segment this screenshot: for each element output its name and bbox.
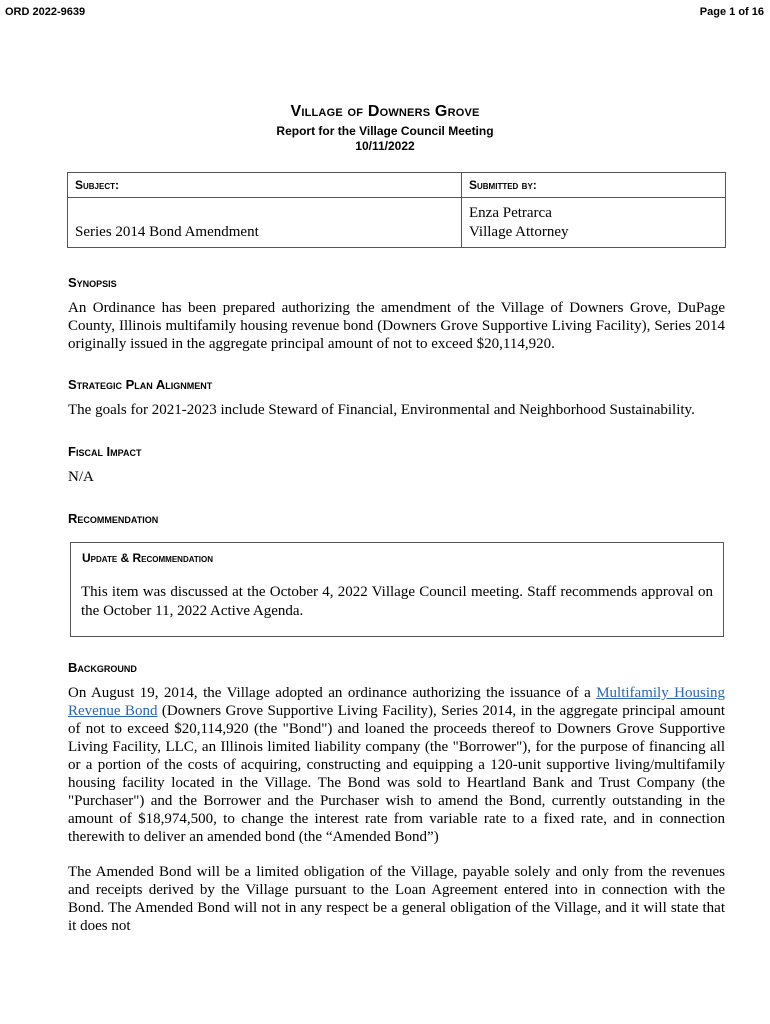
recommendation-box <box>70 542 724 637</box>
subject-table <box>67 172 726 248</box>
fiscal-text: N/A <box>68 469 94 485</box>
background-heading: Background <box>68 660 137 675</box>
update-recommendation-heading: Update & Recommendation <box>82 551 214 565</box>
submitter-title: Village Attorney <box>469 224 569 240</box>
synopsis-heading: Synopsis <box>68 275 117 290</box>
submitter-name: Enza Petrarca <box>469 205 552 221</box>
subject-label: Subject: <box>68 173 462 198</box>
multifamily-bond-link[interactable]: Multifamily Housing Revenue Bond <box>68 685 725 719</box>
subject-value <box>68 198 462 248</box>
ordinance-number: ORD 2022-9639 <box>5 6 86 18</box>
background-paragraph-1 <box>68 684 725 846</box>
strategic-heading: Strategic Plan Alignment <box>68 377 213 392</box>
fiscal-heading: Fiscal Impact <box>68 444 142 459</box>
background-text-rest: (Downers Grove Supportive Living Facility), Series 2014, in the aggregate principal amount of not to exceed $20,114,920 (the "Bond") and loaned the proceeds thereof to Downers Grove Supportive Living Facility, LLC, an Illinois limited liability company (the "Borrower"), for the purpose of financing all or a portion of the costs of acquiring, constructing and equipping a 120-unit supportive living/multifamily housing facility located in the Village. The Bond was sold to Heartland Bank and Trust Company (the "Purchaser") and the Borrower and the Purchaser wish to amend the Bond, currently outstanding in the amount of $18,974,500, to change the interest rate from variable rate to a fixed rate, and in connection therewith to deliver an amended bond (the “Amended Bond”) <box>68 703 725 845</box>
page-indicator: Page 1 of 16 <box>699 6 764 18</box>
document-subtitle: Report for the Village Council Meeting <box>276 124 494 138</box>
document-title: Village of Downers Grove <box>290 103 480 120</box>
synopsis-text: An Ordinance has been prepared authorizing the amendment of the Village of Downers Grove, DuPage County, Illinois multifamily housing revenue bond (Downers Grove Supportive Living Facility), Series 2014 originally issued in the aggregate principal amount of not to exceed $20,114,920. <box>68 300 725 352</box>
submitted-by-label: Submitted by: <box>462 173 726 198</box>
title-block <box>0 103 770 153</box>
strategic-text: The goals for 2021-2023 include Steward of Financial, Environmental and Neighborhood Sustainability. <box>68 402 695 418</box>
background-paragraph-2: The Amended Bond will be a limited obligation of the Village, payable solely and only from the revenues and receipts derived by the Village pursuant to the Loan Agreement entered into in connection with the Bond. The Amended Bond will not in any respect be a general obligation of the Village, and it will state that it does not <box>68 864 725 934</box>
recommendation-text: This item was discussed at the October 4, 2022 Village Council meeting. Staff recommends approval on the October 11, 2022 Active Agenda. <box>81 584 713 619</box>
meeting-date: 10/11/2022 <box>355 139 415 153</box>
subject-text: Series 2014 Bond Amendment <box>75 224 259 240</box>
background-text-start: On August 19, 2014, the Village adopted an ordinance authorizing the issuance of a <box>68 685 597 701</box>
recommendation-heading: Recommendation <box>68 511 159 526</box>
submitted-by-value <box>462 198 726 248</box>
